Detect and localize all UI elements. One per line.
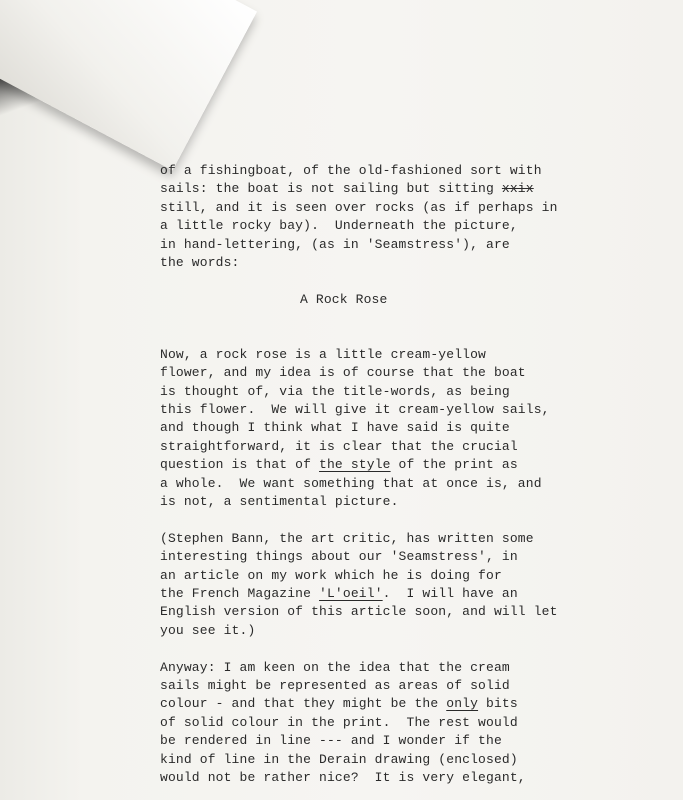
text-line: straightforward, it is clear that the crucial [160, 438, 518, 454]
text-line: interesting things about our 'Seamstress', in [160, 549, 518, 565]
text-line: a whole. We want something that at once is, and [160, 475, 542, 491]
underlined-magazine-name: 'L'oeil' [319, 585, 383, 601]
typed-letter-body [160, 162, 660, 787]
text-line: flower, and my idea is of course that the boat [160, 365, 526, 381]
text-line: Now, a rock rose is a little cream-yellow [160, 346, 487, 362]
text-line: a little rocky bay). Underneath the picture, [160, 218, 518, 234]
underlined-phrase: the style [319, 457, 391, 473]
text-line: colour - and that they might be the only bits [160, 696, 518, 712]
text-line: the French Magazine 'L'oeil'. I will have an [160, 585, 518, 601]
text-line: in hand-lettering, (as in 'Seamstress'), are [160, 236, 510, 252]
text-line: you see it.) [160, 622, 256, 638]
text-line: Anyway: I am keen on the idea that the cream [160, 659, 510, 675]
text-line: would not be rather nice? It is very elegant, [160, 769, 526, 785]
text-line: this flower. We will give it cream-yellow sails, [160, 402, 550, 418]
text-line: and though I think what I have said is quite [160, 420, 510, 436]
text-line: question is that of the style of the print as [160, 457, 518, 473]
text-line: the words: [160, 254, 240, 270]
text-line: sails: the boat is not sailing but sitting xxix [160, 181, 534, 197]
text-line: English version of this article soon, and will let [160, 604, 558, 620]
text-line: of solid colour in the print. The rest would [160, 714, 518, 730]
text-line: (Stephen Bann, the art critic, has written some [160, 530, 534, 546]
underlined-word: only [446, 696, 479, 712]
text-line: is not, a sentimental picture. [160, 494, 399, 510]
text-line: an article on my work which he is doing for [160, 567, 502, 583]
text-line: is thought of, via the title-words, as being [160, 383, 510, 399]
text-line: be rendered in line --- and I wonder if the [160, 733, 502, 749]
struck-out-word: xxix [501, 181, 534, 197]
text-line: kind of line in the Derain drawing (enclosed) [160, 751, 518, 767]
folded-page-corner [0, 0, 257, 170]
text-line: still, and it is seen over rocks (as if perhaps in [160, 199, 558, 215]
text-line: of a fishingboat, of the old-fashioned sort with [160, 163, 542, 178]
print-title: A Rock Rose [300, 291, 388, 307]
text-line: sails might be represented as areas of solid [160, 677, 510, 693]
